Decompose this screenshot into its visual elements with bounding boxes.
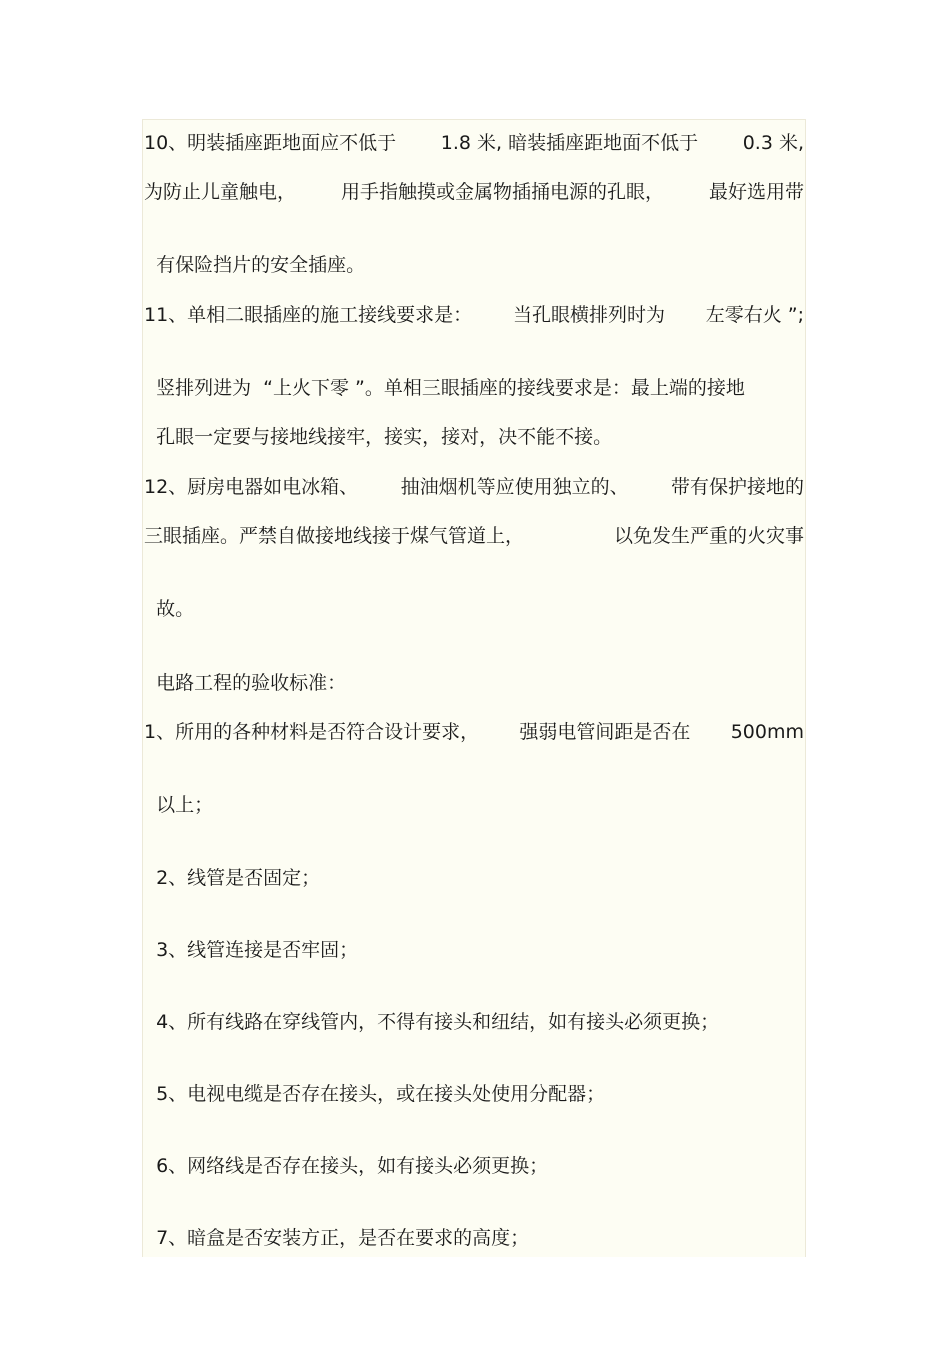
paragraph-10-line-3 (144, 229, 365, 277)
paragraph-11-line-2 (144, 352, 745, 400)
text-segment: 11、单相二眼插座的施工接线要求是： (144, 304, 473, 326)
paragraph-10-line-1 (144, 131, 804, 155)
list-item-6 (144, 1130, 548, 1178)
text-segment: 竖排列进为 “上火下零 ”。单相三眼插座的接线要求是：最上端的接地 (156, 377, 745, 399)
text-segment: 最好选用带 (708, 181, 804, 203)
text-segment: 左零右火 ”; (705, 304, 804, 326)
text-segment: 0.3 米, (742, 132, 804, 154)
text-segment: 故。 (156, 598, 195, 620)
paragraph-11-line-1 (144, 303, 804, 327)
text-segment: 5、电视电缆是否存在接头，或在接头处使用分配器； (156, 1083, 606, 1105)
list-item-1-line-1 (144, 720, 804, 744)
paragraph-10-line-2 (144, 180, 804, 204)
text-segment: 7、暗盒是否安装方正，是否在要求的高度； (156, 1227, 530, 1249)
text-segment: 10、明装插座距地面应不低于 (144, 132, 397, 154)
paragraph-12-line-2 (144, 524, 804, 548)
text-segment: 用手指触摸或金属物插捅电源的孔眼， (340, 181, 664, 203)
text-segment: 4、所有线路在穿线管内，不得有接头和纽结，如有接头必须更换； (156, 1011, 720, 1033)
text-segment: 抽油烟机等应使用独立的、 (400, 476, 629, 498)
text-segment: 6、网络线是否存在接头，如有接头必须更换； (156, 1155, 549, 1177)
text-segment: 以免发生严重的火灾事 (613, 525, 804, 547)
text-segment: 带有保护接地的 (670, 476, 804, 498)
section-heading (144, 647, 346, 695)
paragraph-12-line-3 (144, 573, 194, 621)
list-item-2 (144, 842, 320, 890)
text-segment: 500mm (730, 721, 804, 743)
text-segment: 3、线管连接是否牢固； (156, 939, 359, 961)
list-item-5 (144, 1058, 605, 1106)
heading-text: 电路工程的验收标准： (156, 672, 347, 694)
text-segment: 以上； (156, 794, 214, 816)
text-segment: 有保险挡片的安全插座。 (156, 254, 366, 276)
text-segment: 12、厨房电器如电冰箱、 (144, 476, 359, 498)
text-segment: 孔眼一定要与接地线接牢，接实，接对，决不能不接。 (156, 426, 613, 448)
text-segment: 三眼插座。严禁自做接地线接于煤气管道上， (144, 525, 525, 547)
list-item-3 (144, 914, 358, 962)
text-segment: 1.8 米, 暗装插座距地面不低于 (440, 132, 699, 154)
text-segment: 1、所用的各种材料是否符合设计要求， (144, 721, 480, 743)
text-segment: 当孔眼横排列时为 (512, 304, 665, 326)
text-segment: 强弱电管间距是否在 (519, 721, 691, 743)
paragraph-12-line-1 (144, 475, 804, 499)
paragraph-11-line-3 (144, 401, 612, 449)
list-item-1-line-2 (144, 769, 213, 817)
list-item-4 (144, 986, 719, 1034)
list-item-7 (144, 1202, 529, 1250)
text-segment: 为防止儿童触电， (144, 181, 297, 203)
text-segment: 2、线管是否固定； (156, 867, 321, 889)
